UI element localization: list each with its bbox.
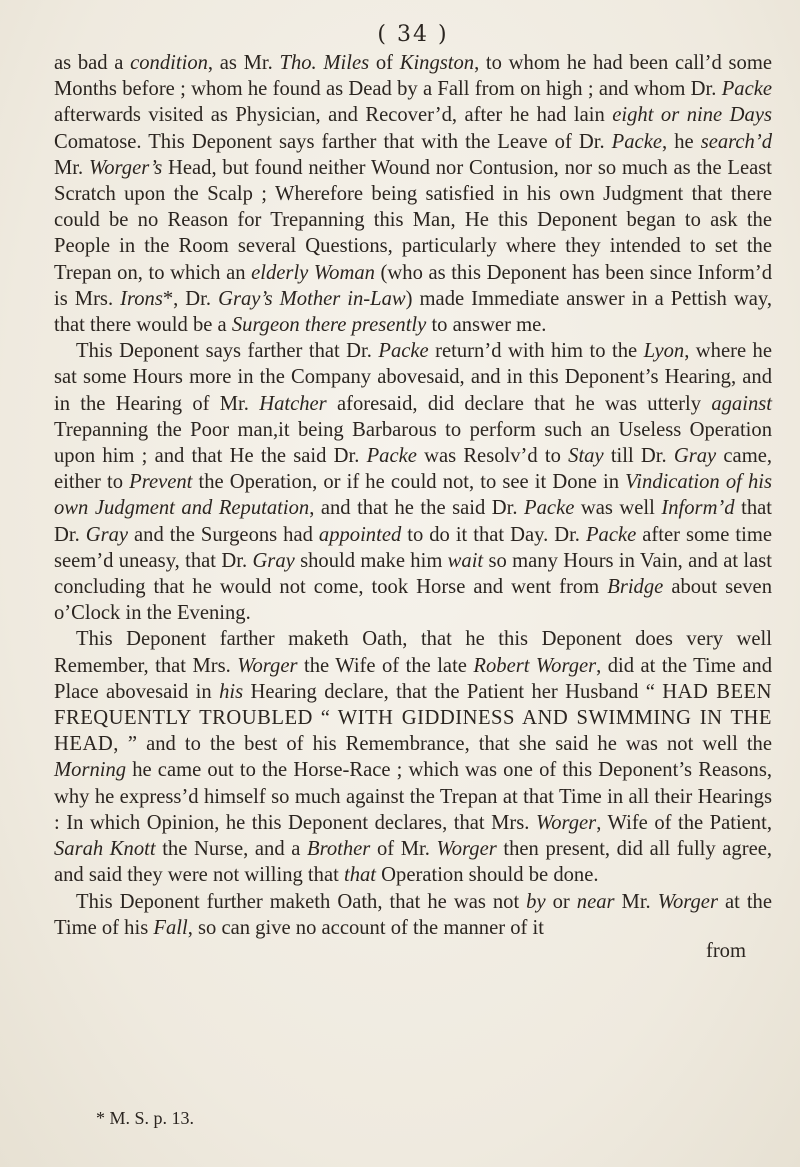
text-run: the Wife of the late	[297, 654, 474, 677]
caps-run: WITH GIDDINESS AND SWIMMING IN THE HEAD,	[54, 707, 772, 756]
text-run: This Deponent further maketh Oath, that he was not	[76, 890, 527, 913]
italic-run: Worger	[535, 811, 597, 834]
italic-run: Prevent	[129, 471, 193, 494]
italic-run: elderly Woman	[251, 261, 375, 284]
text-run: of Mr.	[370, 838, 437, 861]
text-run: about seven o’Clock in the Evening.	[54, 576, 772, 625]
catchword: from	[705, 939, 746, 962]
text-run: ) made Immediate answer in a Pettish way, that there would be a	[54, 287, 772, 337]
text-run: (who as this Deponent has been since Inform’d is Mrs.	[54, 261, 773, 310]
text-run: Operation should be done.	[376, 864, 599, 887]
italic-run: Packe	[585, 523, 637, 546]
italic-run: eight or nine Days	[612, 104, 772, 127]
text-run: This Deponent farther maketh Oath, that he this Deponent does very well Remember, that Mrs.	[54, 628, 772, 677]
italic-run: Vindication of his own Judgment and Reputation	[54, 471, 772, 520]
text-run: at the Time of his	[54, 890, 772, 939]
italic-run: Worger	[436, 838, 497, 861]
text-run: Mr.	[614, 890, 658, 913]
text-run: Mr.	[54, 156, 89, 179]
italic-run: Packe	[721, 78, 772, 101]
text-run: , so can give no account of the manner of it	[187, 916, 544, 939]
text-run: was Resolv’d to	[416, 445, 569, 468]
text-run: after some time seem’d uneasy, that Dr.	[54, 523, 773, 572]
text-run: , as Mr.	[207, 52, 280, 74]
text-run: , did at the Time and Place abovesaid in	[54, 654, 772, 703]
text-run: *, Dr.	[162, 287, 219, 310]
italic-run: Lyon	[643, 340, 685, 363]
italic-run: Gray’s Mother in-Law	[218, 287, 406, 310]
text-run: the Operation, or if he could not, to see it Done in	[192, 471, 626, 494]
text-run: came, either to	[54, 445, 773, 494]
text-run: till Dr.	[603, 445, 674, 468]
italic-run: condition	[130, 52, 208, 74]
paragraph	[54, 889, 772, 941]
text-run: he came out to the Horse-Race ; which was one of this Deponent’s Reasons, why he express’d himself so much against the Trepan at that Time in all their Hearings : In which Opinion, he this Deponent declares, that Mrs.	[54, 759, 772, 834]
italic-run: Surgeon there presently	[231, 314, 427, 337]
italic-run: Packe	[524, 497, 575, 520]
body-text	[54, 50, 772, 941]
italic-run: against	[711, 392, 772, 415]
italic-run: by	[526, 890, 546, 913]
text-run: Hearing declare, that the Patient her Husband “	[243, 680, 663, 703]
text-run: , where he sat some Hours more in the Company abovesaid, and in this Deponent’s Hearing, and in the Hearing of Mr.	[54, 340, 772, 415]
text-run: then present, did all fully agree, and said they were not willing that	[54, 838, 773, 887]
text-run: to answer me.	[426, 314, 547, 337]
italic-run: search’d	[700, 130, 772, 153]
italic-run: Packe	[611, 130, 662, 153]
text-run: aforesaid, did declare that he was utterly	[326, 392, 712, 415]
italic-run: Irons	[120, 287, 163, 310]
italic-run: Tho. Miles	[279, 52, 370, 74]
text-run: as bad a	[54, 52, 131, 74]
italic-run: Packe	[366, 445, 417, 468]
text-run: or	[545, 890, 577, 913]
text-run: to do it that Day. Dr.	[401, 523, 586, 546]
text-run: , and that he the said Dr.	[309, 497, 525, 520]
text-run: the Nurse, and a	[155, 838, 308, 861]
text-run: should make him	[294, 549, 448, 572]
text-run: of	[369, 52, 400, 74]
italic-run: Hatcher	[259, 392, 327, 415]
italic-run: Inform’d	[661, 497, 735, 520]
italic-run: wait	[447, 549, 484, 572]
italic-run: Gray	[85, 523, 129, 546]
italic-run: Robert Worger	[473, 654, 597, 677]
italic-run: Worger	[237, 654, 298, 677]
text-run: and the Surgeons had	[128, 523, 319, 546]
italic-run: that	[343, 864, 377, 887]
text-run: , he	[661, 130, 701, 153]
text-run: Trepanning the Poor man,it being Barbarous to perform such an Useless Operation upon him ; and that He the said Dr.	[54, 418, 772, 468]
paragraph	[54, 626, 772, 888]
italic-run: Stay	[568, 445, 604, 468]
text-run: was well	[574, 497, 662, 520]
italic-run: his	[219, 680, 244, 703]
text-run: that Dr.	[54, 497, 772, 546]
text-run: return’d with him to the	[428, 340, 644, 363]
text-run: , to whom he had been call’d some Months before ; whom he found as Dead by a Fall from on high ; and whom Dr.	[54, 52, 773, 101]
paragraph	[54, 338, 772, 626]
text-run: so many Hours in Vain, and at last concluding that he would not come, took Horse and went from	[54, 549, 772, 599]
caps-run: HAD BEEN FREQUENTLY TROUBLED	[54, 680, 773, 730]
page-number: ( 34 )	[377, 22, 449, 47]
text-run: Head, but found neither Wound nor Contusion, nor so much as the Least Scratch upon the Scalp ; Wherefore being satisfied in his own Judgment that there could be no Reason for Trepanning this Man, He this Deponent began to ask the People in the Room several Questions, particularly where they intended to set the Trepan on, to which an	[54, 156, 772, 284]
italic-run: Fall	[153, 916, 188, 939]
text-run: , Wife of the Patient,	[596, 811, 772, 834]
italic-run: Gray	[673, 445, 717, 468]
text-run: This Deponent says farther that Dr.	[76, 340, 379, 363]
italic-run: Kingston	[399, 52, 475, 74]
italic-run: Morning	[54, 759, 127, 782]
italic-run: Bridge	[607, 576, 664, 599]
footnote: * M. S. p. 13.	[96, 1108, 195, 1128]
paragraph	[54, 50, 772, 338]
text-run: “	[312, 707, 338, 730]
italic-run: Gray	[252, 549, 295, 572]
italic-run: near	[576, 890, 615, 913]
italic-run: appointed	[318, 523, 402, 546]
italic-run: Worger	[657, 890, 718, 913]
italic-run: Worger’s	[88, 156, 163, 179]
text-run: ” and to the best of his Remembrance, that she said he was not well the	[118, 733, 772, 756]
italic-run: Sarah Knott	[54, 838, 156, 861]
text-run: Comatose. This Deponent says farther that with the Leave of Dr.	[54, 130, 612, 153]
text-run: afterwards visited as Physician, and Recover’d, after he had lain	[54, 104, 613, 127]
italic-run: Packe	[378, 340, 429, 363]
italic-run: Brother	[307, 838, 371, 861]
